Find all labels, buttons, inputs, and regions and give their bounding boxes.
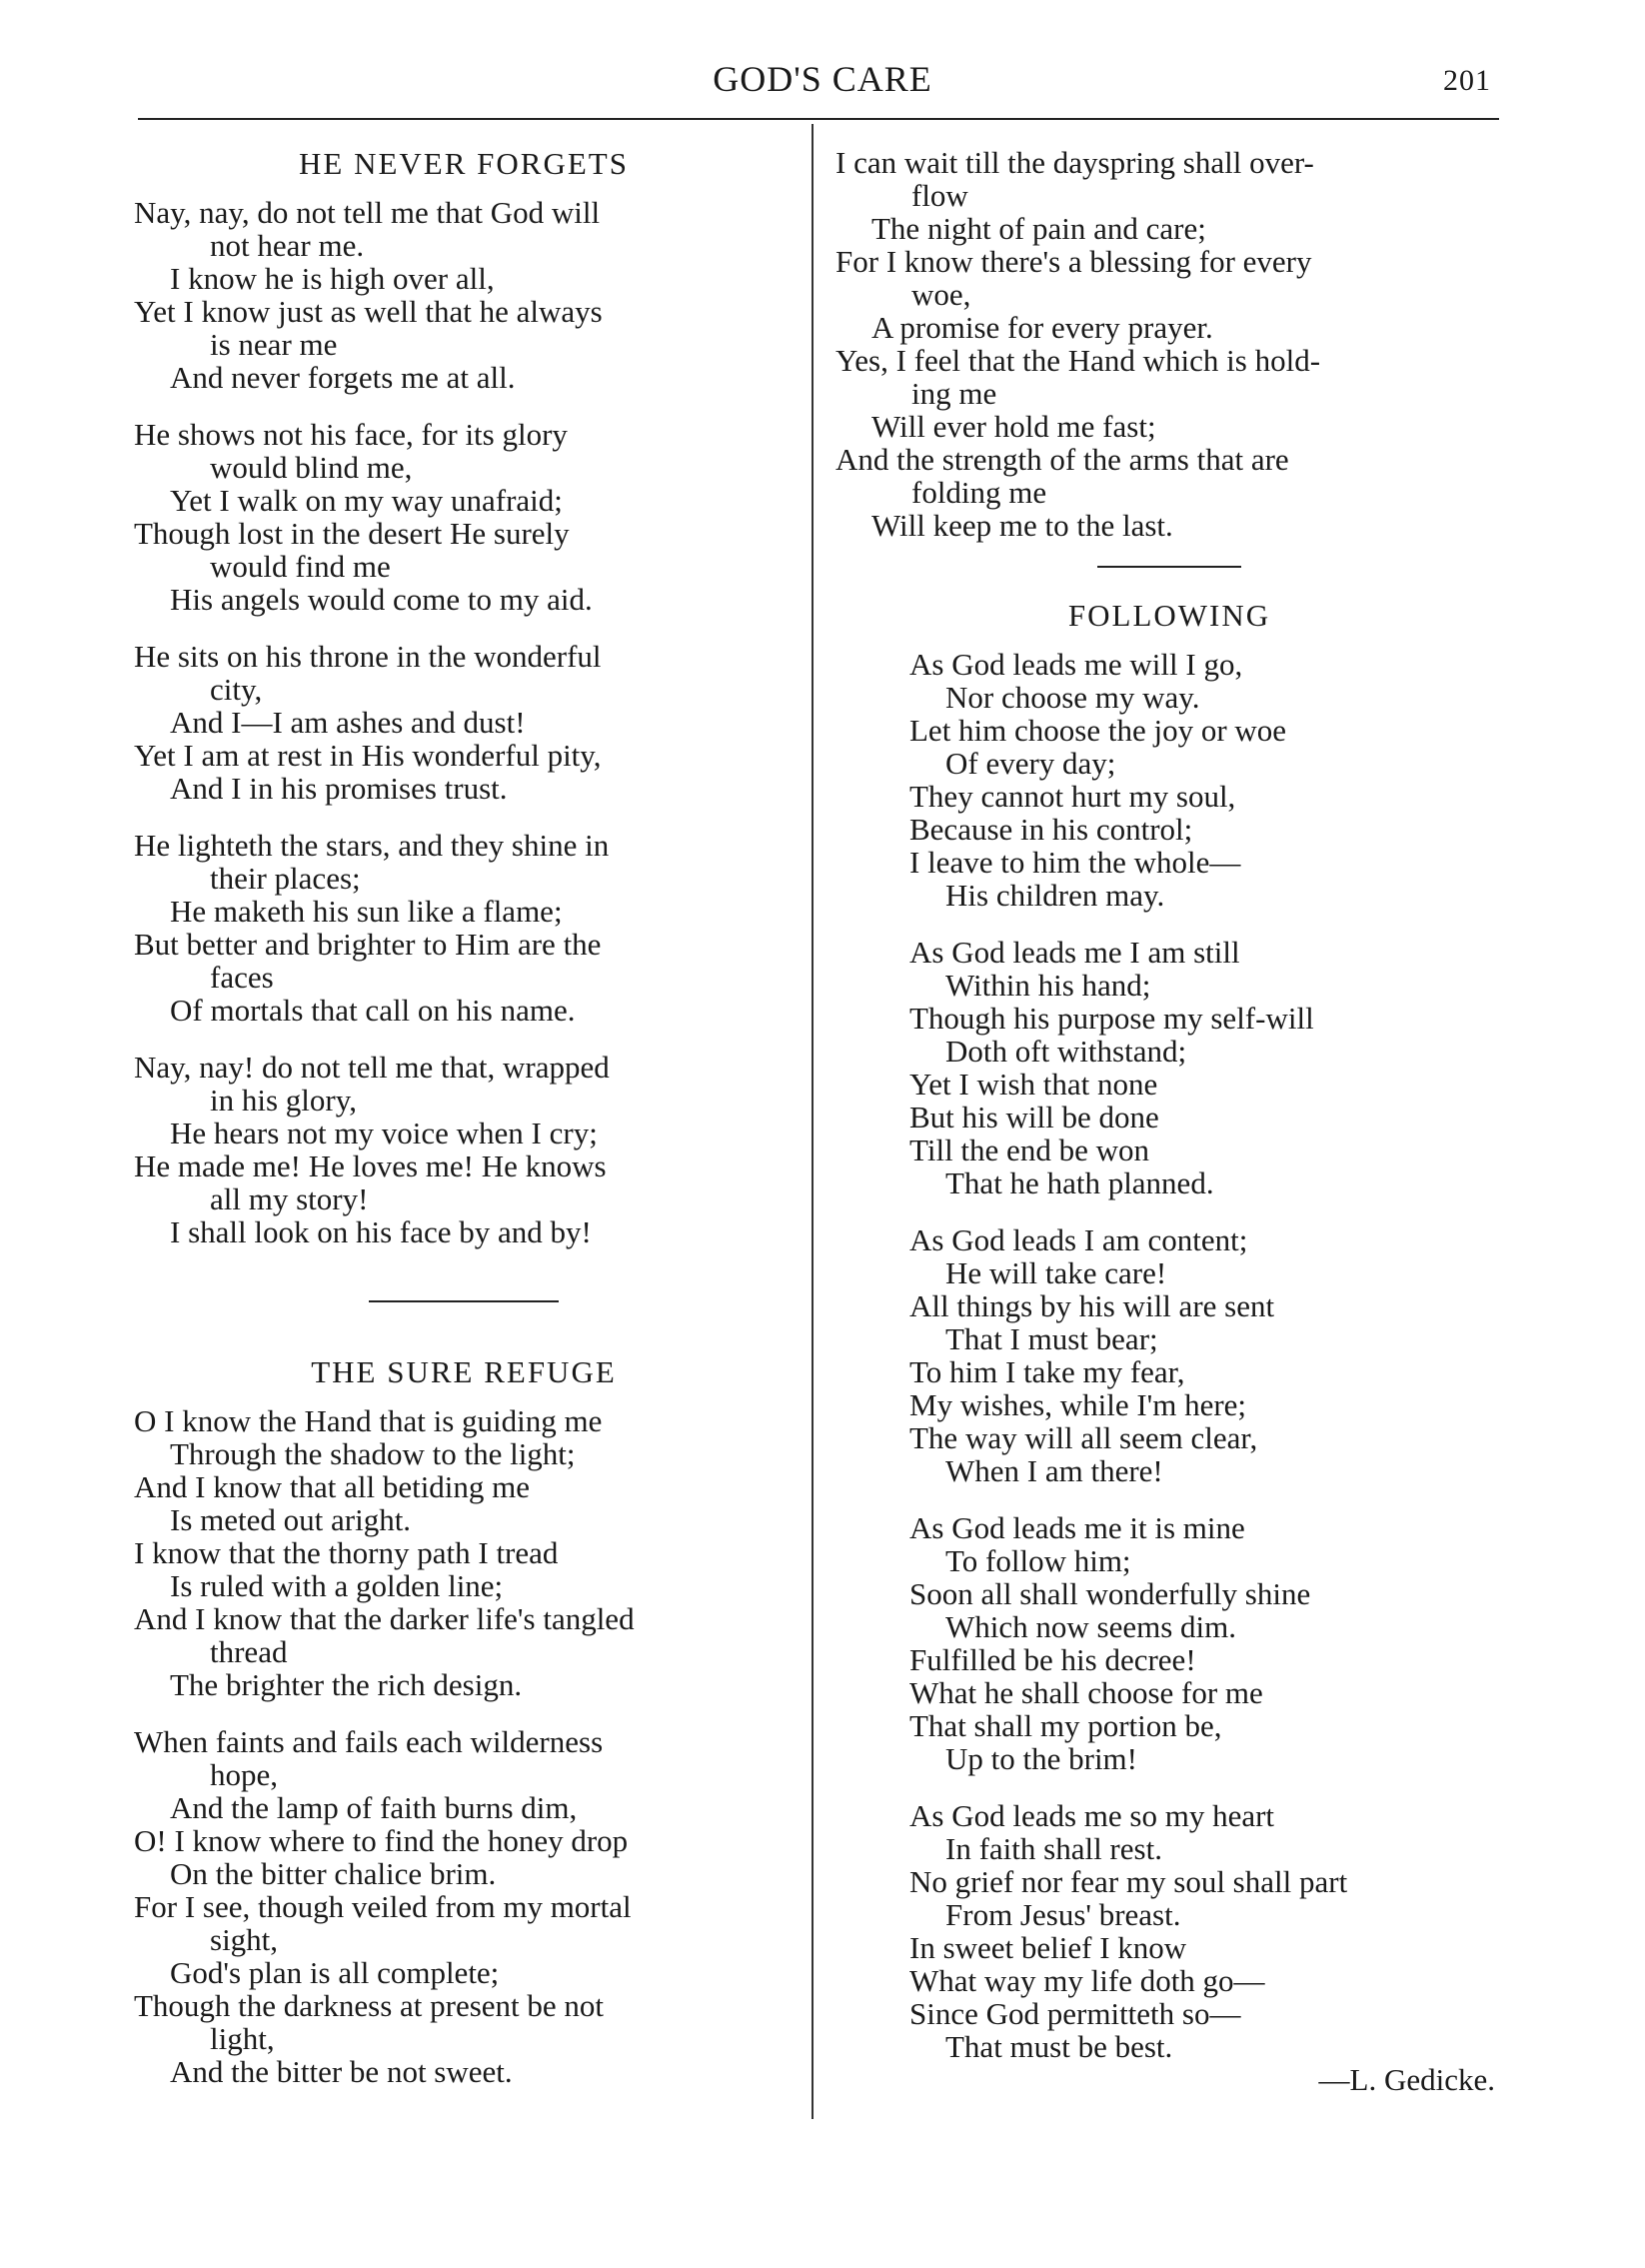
verse-line: To him I take my fear, (909, 1354, 1185, 1389)
poem-title-following: FOLLOWING (1067, 598, 1271, 633)
verse-line: all my story! (210, 1181, 369, 1216)
verse-line: I can wait till the dayspring shall over- (835, 145, 1314, 180)
verse-line: I know that the thorny path I tread (134, 1535, 559, 1570)
verse-line: Let him choose the joy or woe (909, 713, 1287, 748)
verse-line: I know he is high over all, (170, 261, 495, 296)
verse-line: What way my life doth go— (909, 1963, 1265, 1998)
verse-line: O I know the Hand that is guiding me (134, 1403, 603, 1438)
verse-line: He made me! He loves me! He knows (134, 1148, 607, 1183)
attribution: —L. Gedicke. (1318, 2062, 1495, 2097)
verse-line: Though the darkness at present be not (134, 1988, 605, 2023)
verse-line: As God leads me it is mine (909, 1510, 1245, 1545)
verse-line: In sweet belief I know (909, 1930, 1187, 1965)
verse-line: From Jesus' breast. (945, 1897, 1181, 1932)
poem-title-he-never-forgets: HE NEVER FORGETS (299, 146, 629, 181)
verse-line: My wishes, while I'm here; (909, 1387, 1247, 1422)
verse-line: sight, (210, 1922, 279, 1957)
verse-line: their places; (210, 861, 361, 896)
verse-line: Nor choose my way. (945, 680, 1200, 715)
verse-line: Up to the brim! (945, 1741, 1137, 1776)
verse-line: Within his hand; (945, 968, 1151, 1003)
verse-line: In faith shall rest. (945, 1831, 1162, 1866)
verse-line: He shows not his face, for its glory (134, 417, 568, 452)
verse-line: Will keep me to the last. (871, 508, 1173, 543)
verse-line: On the bitter chalice brim. (170, 1856, 497, 1891)
verse-line: Is meted out aright. (170, 1502, 412, 1537)
verse-line: O! I know where to find the honey drop (134, 1823, 629, 1858)
verse-line: faces (210, 960, 274, 995)
verse-line: As God leads me so my heart (909, 1798, 1275, 1833)
verse-line: For I know there's a blessing for every (835, 244, 1312, 279)
verse-line: folding me (911, 475, 1047, 510)
verse-line: No grief nor fear my soul shall part (909, 1864, 1348, 1899)
stanza (134, 1051, 794, 1248)
stanza (909, 936, 1503, 1199)
verse-line: But better and brighter to Him are the (134, 927, 602, 962)
verse-line: When I am there! (945, 1453, 1163, 1488)
verse-line: His children may. (945, 878, 1165, 913)
verse-line: Nay, nay! do not tell me that, wrapped (134, 1050, 610, 1085)
verse-line: would blind me, (210, 450, 413, 485)
verse-line: woe, (911, 277, 971, 312)
stanza (909, 1799, 1503, 2063)
verse-line: They cannot hurt my soul, (909, 779, 1236, 814)
verse-line: For I see, though veiled from my mortal (134, 1889, 632, 1924)
stanza (134, 418, 794, 616)
verse-line: Yet I know just as well that he always (134, 294, 603, 329)
verse-line: Yet I am at rest in His wonderful pity, (134, 738, 602, 773)
verse-line: Doth oft withstand; (945, 1034, 1187, 1069)
running-head (0, 58, 1645, 108)
left-column (134, 146, 794, 2112)
verse-line: As God leads me I am still (909, 935, 1240, 970)
stanza (134, 1404, 794, 1701)
verse-line: The brighter the rich design. (170, 1667, 523, 1702)
verse-line: The way will all seem clear, (909, 1420, 1258, 1455)
verse-line: light, (210, 2021, 275, 2056)
verse-line: That shall my portion be, (909, 1708, 1222, 1743)
verse-line: thread (210, 1634, 288, 1669)
verse-line: That must be best. (945, 2029, 1173, 2064)
stanza-continued (835, 146, 1503, 542)
verse-line: He maketh his sun like a flame; (170, 894, 563, 929)
right-column (835, 146, 1503, 2096)
verse-line: That I must bear; (945, 1321, 1158, 1356)
stanza (909, 1223, 1503, 1487)
verse-line: in his glory, (210, 1083, 357, 1118)
verse-line: I shall look on his face by and by! (170, 1214, 592, 1249)
verse-line: And the lamp of faith burns dim, (170, 1790, 578, 1825)
verse-line: Though his purpose my self-will (909, 1001, 1314, 1036)
poem-title-the-sure-refuge: THE SURE REFUGE (311, 1354, 617, 1389)
verse-line: And I know that all betiding me (134, 1469, 531, 1504)
verse-line: He hears not my voice when I cry; (170, 1116, 598, 1150)
verse-line: Yes, I feel that the Hand which is hold- (835, 343, 1321, 378)
verse-line: And I know that the darker life's tangled (134, 1601, 635, 1636)
verse-line: Though lost in the desert He surely (134, 516, 570, 551)
verse-line: He will take care! (945, 1255, 1167, 1290)
section-separator (369, 1300, 559, 1302)
following-poem (835, 648, 1503, 2096)
verse-line: His angels would come to my aid. (170, 582, 593, 617)
verse-line: Yet I walk on my way unafraid; (170, 483, 563, 518)
verse-line: Is ruled with a golden line; (170, 1568, 504, 1603)
section-separator (1097, 566, 1241, 568)
verse-line: And I—I am ashes and dust! (170, 705, 526, 740)
stanza (134, 1725, 794, 2088)
verse-line: And never forgets me at all. (170, 360, 516, 395)
column-divider (812, 124, 814, 2119)
running-title: GOD'S CARE (713, 59, 932, 99)
verse-line: All things by his will are sent (909, 1288, 1275, 1323)
verse-line: Soon all shall wonderfully shine (909, 1576, 1311, 1611)
verse-line: As God leads me will I go, (909, 647, 1243, 682)
verse-line: Fulfilled be his decree! (909, 1642, 1196, 1677)
verse-line: And the strength of the arms that are (835, 442, 1289, 477)
verse-line: God's plan is all complete; (170, 1955, 500, 1990)
verse-line: That he hath planned. (945, 1165, 1214, 1200)
verse-line: To follow him; (945, 1543, 1131, 1578)
verse-line: Since God permitteth so— (909, 1996, 1241, 2031)
verse-line: Nay, nay, do not tell me that God will (134, 195, 601, 230)
verse-line: Will ever hold me fast; (871, 409, 1156, 444)
verse-line: Of mortals that call on his name. (170, 993, 576, 1028)
verse-line: hope, (210, 1757, 279, 1792)
header-rule (138, 118, 1499, 120)
stanza (134, 640, 794, 805)
verse-line: Till the end be won (909, 1133, 1149, 1167)
verse-line: The night of pain and care; (871, 211, 1206, 246)
verse-line: Because in his control; (909, 812, 1193, 847)
verse-line: And the bitter be not sweet. (170, 2054, 513, 2089)
verse-line: would find me (210, 549, 391, 584)
verse-line: He sits on his throne in the wonderful (134, 639, 602, 674)
verse-line: He lighteth the stars, and they shine in (134, 828, 610, 863)
verse-line: When faints and fails each wilderness (134, 1724, 604, 1759)
verse-line: not hear me. (210, 228, 365, 263)
verse-line: Through the shadow to the light; (170, 1436, 576, 1471)
verse-line: And I in his promises trust. (170, 771, 508, 806)
verse-line: Of every day; (945, 746, 1116, 781)
verse-line: ing me (911, 376, 997, 411)
verse-line: Which now seems dim. (945, 1609, 1237, 1644)
page-number: 201 (1443, 64, 1491, 97)
verse-line: flow (911, 178, 968, 213)
stanza (134, 829, 794, 1027)
verse-line: Yet I wish that none (909, 1067, 1158, 1102)
verse-line: A promise for every prayer. (871, 310, 1213, 345)
stanza (134, 196, 794, 394)
verse-line: What he shall choose for me (909, 1675, 1263, 1710)
verse-line: I leave to him the whole— (909, 845, 1241, 880)
stanza (909, 1511, 1503, 1775)
stanza (909, 648, 1503, 912)
verse-line: But his will be done (909, 1100, 1159, 1134)
verse-line: As God leads I am content; (909, 1222, 1248, 1257)
verse-line: is near me (210, 327, 338, 362)
verse-line: city, (210, 672, 263, 707)
